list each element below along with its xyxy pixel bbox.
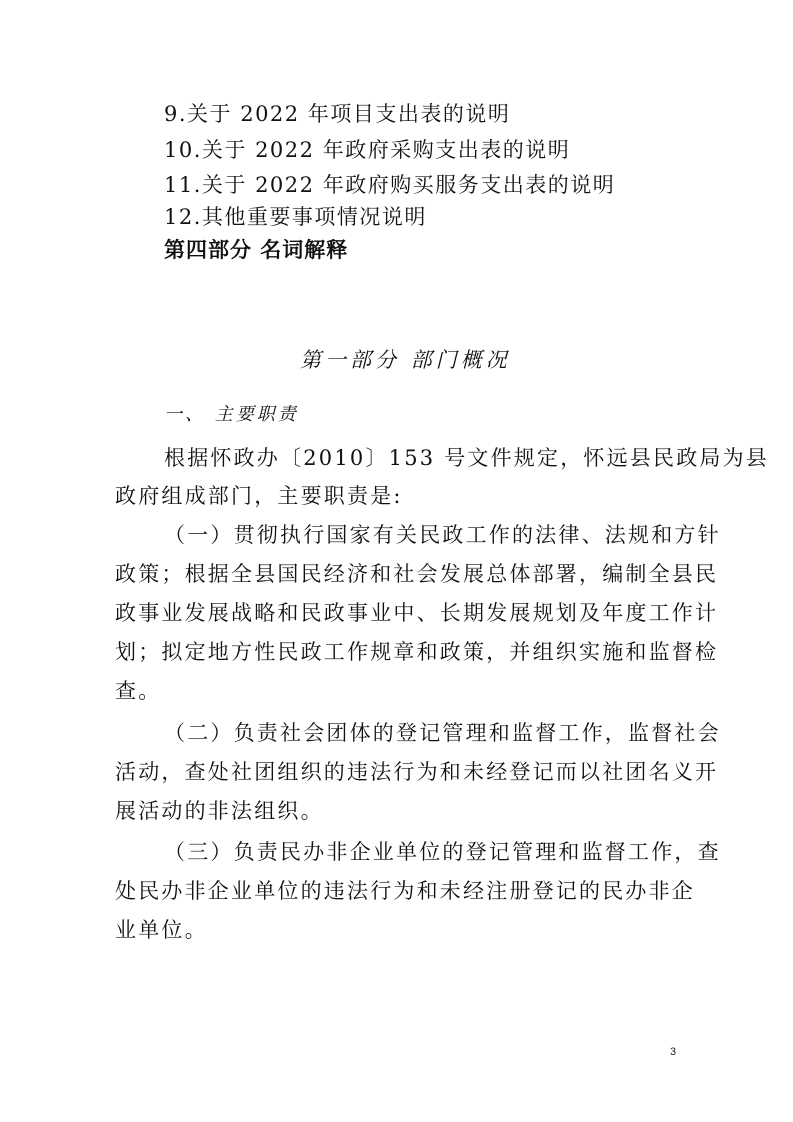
intro-line-2: 政府组成部门，主要职责是: bbox=[115, 484, 403, 508]
toc-item-10: 10.关于 2022 年政府采购支出表的说明 bbox=[164, 138, 571, 162]
toc-item-12: 12.其他重要事项情况说明 bbox=[164, 205, 427, 229]
paragraph-1-line-5: 查。 bbox=[115, 679, 162, 703]
toc-item-9: 9.关于 2022 年项目支出表的说明 bbox=[164, 102, 511, 126]
paragraph-2-line-3: 展活动的非法组织。 bbox=[115, 799, 324, 823]
intro-line-1: 根据怀政办〔2010〕153 号文件规定，怀远县民政局为县 bbox=[164, 446, 769, 470]
paragraph-1-line-2: 政策；根据全县国民经济和社会发展总体部署，编制全县民 bbox=[115, 562, 719, 586]
paragraph-1-line-3: 政事业发展战略和民政事业中、长期发展规划及年度工作计 bbox=[115, 601, 719, 625]
toc-item-11: 11.关于 2022 年政府购买服务支出表的说明 bbox=[164, 173, 616, 197]
paragraph-3-line-2: 处民办非企业单位的违法行为和未经注册登记的民办非企 bbox=[115, 879, 695, 903]
paragraph-2-line-1: （二）负责社会团体的登记管理和监督工作，监督社会 bbox=[164, 721, 721, 745]
paragraph-2-line-2: 活动，查处社团组织的违法行为和未经登记而以社团名义开 bbox=[115, 760, 719, 784]
paragraph-1-line-1: （一）贯彻执行国家有关民政工作的法律、法规和方针 bbox=[164, 523, 721, 547]
paragraph-1-line-4: 划；拟定地方性民政工作规章和政策，并组织实施和监督检 bbox=[115, 640, 719, 664]
page-number: 3 bbox=[670, 1046, 677, 1058]
section-subheading: 一、 主要职责 bbox=[164, 404, 299, 425]
paragraph-3-line-3: 业单位。 bbox=[115, 918, 208, 942]
paragraph-3-line-1: （三）负责民办非企业单位的登记管理和监督工作，查 bbox=[164, 840, 721, 864]
section-title: 第一部分 部门概况 bbox=[300, 348, 511, 372]
toc-part-4-heading: 第四部分 名词解释 bbox=[164, 238, 349, 262]
